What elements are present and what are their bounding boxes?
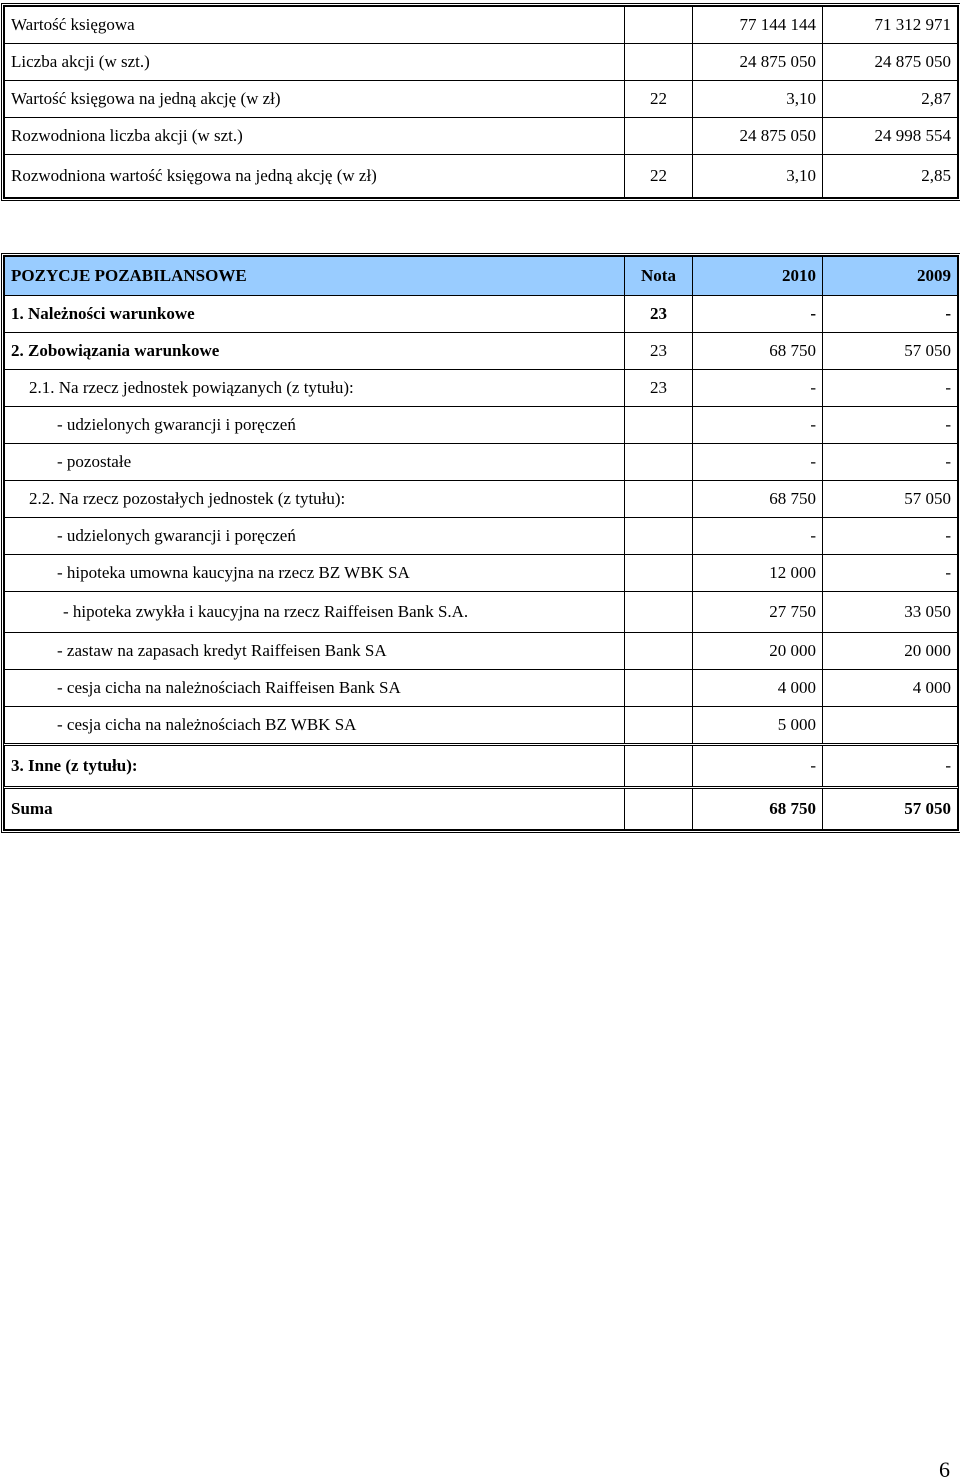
row-note: 23 (625, 333, 693, 370)
value-2010: 5 000 (693, 707, 823, 745)
table-row (5, 670, 958, 707)
value-2010: 24 875 050 (693, 118, 823, 155)
row-note (625, 670, 693, 707)
value-2010: - (693, 518, 823, 555)
row-label: - cesja cicha na należnościach BZ WBK SA (5, 707, 625, 745)
row-note: 22 (625, 81, 693, 118)
row-note: 23 (625, 296, 693, 333)
row-label: 2. Zobowiązania warunkowe (5, 333, 625, 370)
value-2009: 71 312 971 (823, 7, 958, 44)
header-2010: 2010 (693, 257, 823, 296)
row-label: Suma (5, 788, 625, 830)
value-2009: 33 050 (823, 592, 958, 633)
row-label: - pozostałe (5, 444, 625, 481)
row-note (625, 707, 693, 745)
value-2009: 20 000 (823, 633, 958, 670)
row-note (625, 592, 693, 633)
table-row (5, 444, 958, 481)
value-2009 (823, 707, 958, 745)
table-row (5, 555, 958, 592)
header-2009: 2009 (823, 257, 958, 296)
row-label: - hipoteka umowna kaucyjna na rzecz BZ WBK SA (5, 555, 625, 592)
table-row (5, 481, 958, 518)
row-note (625, 44, 693, 81)
table-row (5, 370, 958, 407)
row-note (625, 633, 693, 670)
value-2009: - (823, 407, 958, 444)
row-label: Wartość księgowa na jedną akcję (w zł) (5, 81, 625, 118)
value-2010: - (693, 745, 823, 788)
page-number: 6 (939, 1457, 950, 1482)
table-row (5, 333, 958, 370)
value-2009: - (823, 444, 958, 481)
row-label: 1. Należności warunkowe (5, 296, 625, 333)
value-2010: 12 000 (693, 555, 823, 592)
table-row (5, 296, 958, 333)
row-label: - hipoteka zwykła i kaucyjna na rzecz Raiffeisen Bank S.A. (5, 592, 625, 633)
table-header (5, 257, 958, 296)
row-note: 22 (625, 155, 693, 198)
value-2010: 3,10 (693, 81, 823, 118)
value-2009: 4 000 (823, 670, 958, 707)
value-2009: 57 050 (823, 333, 958, 370)
row-note (625, 788, 693, 830)
table-row (5, 592, 958, 633)
value-2010: 3,10 (693, 155, 823, 198)
value-2009: 57 050 (823, 481, 958, 518)
total-row (5, 788, 958, 830)
value-2010: - (693, 407, 823, 444)
table-row (5, 633, 958, 670)
row-note (625, 518, 693, 555)
table-row (5, 118, 958, 155)
value-2010: - (693, 444, 823, 481)
value-2010: - (693, 296, 823, 333)
value-2010: 68 750 (693, 481, 823, 518)
row-label: Liczba akcji (w szt.) (5, 44, 625, 81)
row-label: 3. Inne (z tytułu): (5, 745, 625, 788)
value-2010: 20 000 (693, 633, 823, 670)
value-2009: 24 998 554 (823, 118, 958, 155)
row-label: 2.2. Na rzecz pozostałych jednostek (z tytułu): (5, 481, 625, 518)
value-2010: 68 750 (693, 788, 823, 830)
row-note (625, 118, 693, 155)
row-label: - udzielonych gwarancji i poręczeń (5, 407, 625, 444)
table-row (5, 44, 958, 81)
value-2009: - (823, 518, 958, 555)
value-2010: 27 750 (693, 592, 823, 633)
table-row (5, 407, 958, 444)
value-2009: 2,85 (823, 155, 958, 198)
table-row (5, 155, 958, 198)
value-2010: 24 875 050 (693, 44, 823, 81)
row-label: - zastaw na zapasach kredyt Raiffeisen Bank SA (5, 633, 625, 670)
value-2010: - (693, 370, 823, 407)
row-label: 2.1. Na rzecz jednostek powiązanych (z tytułu): (5, 370, 625, 407)
table-row (5, 7, 958, 44)
value-2009: - (823, 555, 958, 592)
row-label: - udzielonych gwarancji i poręczeń (5, 518, 625, 555)
row-note (625, 407, 693, 444)
value-2010: 77 144 144 (693, 7, 823, 44)
row-note (625, 7, 693, 44)
table-row (5, 707, 958, 745)
row-note (625, 745, 693, 788)
value-2009: 2,87 (823, 81, 958, 118)
row-label: - cesja cicha na należnościach Raiffeisen Bank SA (5, 670, 625, 707)
row-note: 23 (625, 370, 693, 407)
summary-table (4, 6, 958, 198)
table-row (5, 81, 958, 118)
header-note: Nota (625, 257, 693, 296)
row-note (625, 444, 693, 481)
value-2009: 24 875 050 (823, 44, 958, 81)
row-note (625, 555, 693, 592)
table-row (5, 745, 958, 788)
value-2009: 57 050 (823, 788, 958, 830)
value-2009: - (823, 370, 958, 407)
header-label: POZYCJE POZABILANSOWE (5, 257, 625, 296)
value-2009: - (823, 296, 958, 333)
row-label: Rozwodniona wartość księgowa na jedną akcję (w zł) (5, 155, 625, 198)
row-label: Wartość księgowa (5, 7, 625, 44)
value-2009: - (823, 745, 958, 788)
value-2010: 68 750 (693, 333, 823, 370)
row-note (625, 481, 693, 518)
offbalance-table (4, 256, 958, 830)
row-label: Rozwodniona liczba akcji (w szt.) (5, 118, 625, 155)
table-row (5, 518, 958, 555)
value-2010: 4 000 (693, 670, 823, 707)
